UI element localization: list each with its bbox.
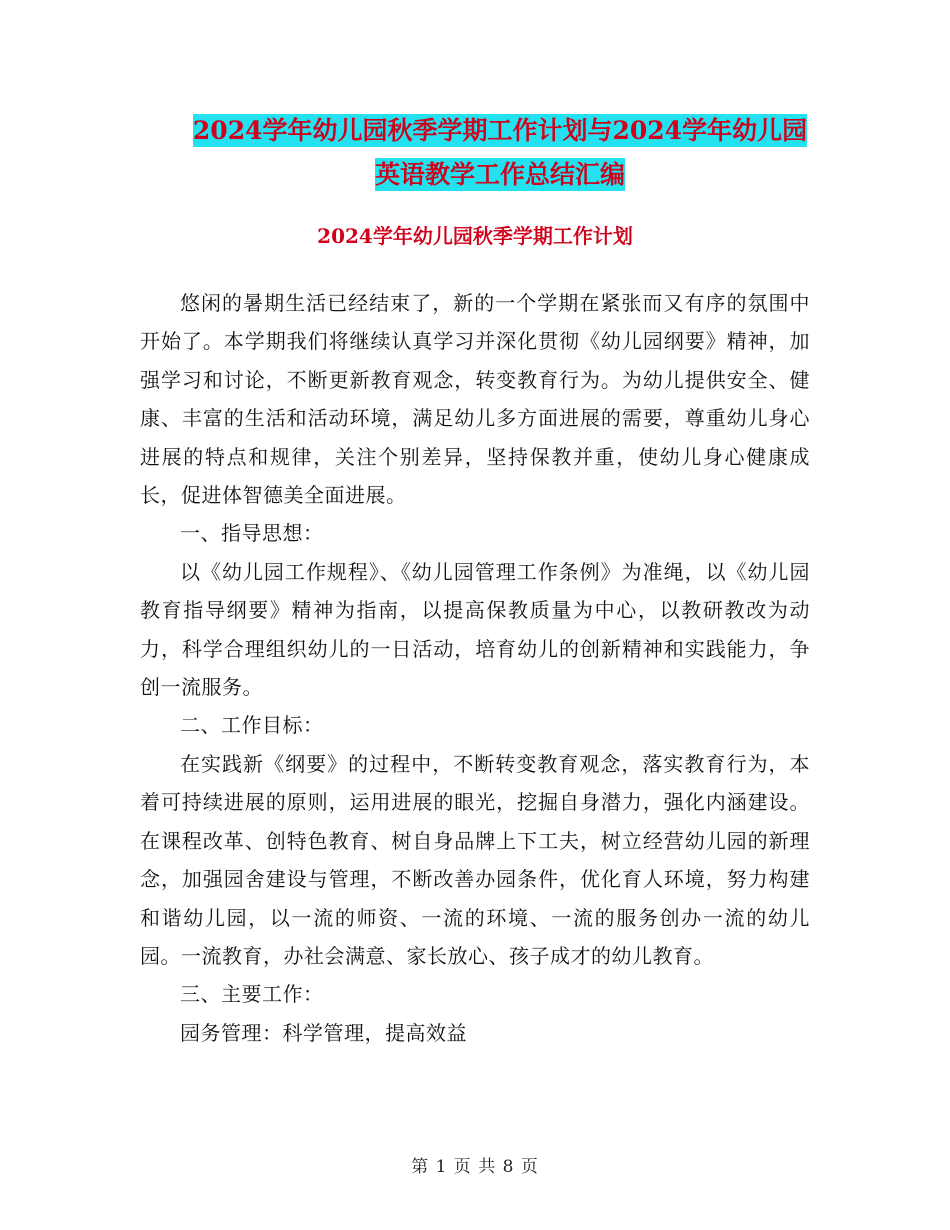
paragraph-management: 园务管理：科学管理，提高效益 [180,1020,467,1045]
title-highlight-2: 英语教学工作总结汇编 [374,160,625,189]
paragraph-intro: 悠闲的暑期生活已经结束了，新的一个学期在紧张而又有序的氛围中开始了。本学期我们将继续认真学习并深化贯彻《幼儿园纲要》精神，加强学习和讨论，不断更新教育观念，转变教育行为。为幼儿提供安全、健康、丰富的生活和活动环境，满足幼儿多方面进展的需要，尊重幼儿身心进展的特点和规律，关注个别差异，坚持保教并重，使幼儿身心健康成长，促进体智德美全面进展。 [140,291,810,508]
paragraph-guiding-thought: 以《幼儿园工作规程》、《幼儿园管理工作条例》为准绳，以《幼儿园教育指导纲要》精神为指南，以提高保教质量为中心，以教研教改为动力，科学合理组织幼儿的一日活动，培育幼儿的创新精神和实践能力，争创一流服务。 [140,559,810,700]
section-title: 2024学年幼儿园秋季学期工作计划 [317,224,633,248]
heading-main-work: 三、主要工作： [180,982,324,1007]
document-title-line-1 [140,108,860,154]
paragraph-work-goals: 在实践新《纲要》的过程中，不断转变教育观念，落实教育行为，本着可持续进展的原则，运用进展的眼光，挖掘自身潜力，强化内涵建设。在课程改革、创特色教育、树自身品牌上下工夫，树立经营幼儿园的新理念，加强园舍建设与管理，不断改善办园条件，优化育人环境，努力构建和谐幼儿园，以一流的师资、一流的环境、一流的服务创办一流的幼儿园。一流教育，办社会满意、家长放心、孩子成才的幼儿教育。 [140,751,810,968]
document-title-line-2 [140,152,860,198]
body-text [140,284,810,1052]
heading-work-goals: 二、工作目标： [180,713,324,738]
page-footer: 第 1 页 共 8 页 [411,1157,539,1177]
heading-guiding-thought: 一、指导思想： [180,521,324,546]
title-highlight-1: 2024学年幼儿园秋季学期工作计划与2024学年幼儿园 [192,116,808,145]
